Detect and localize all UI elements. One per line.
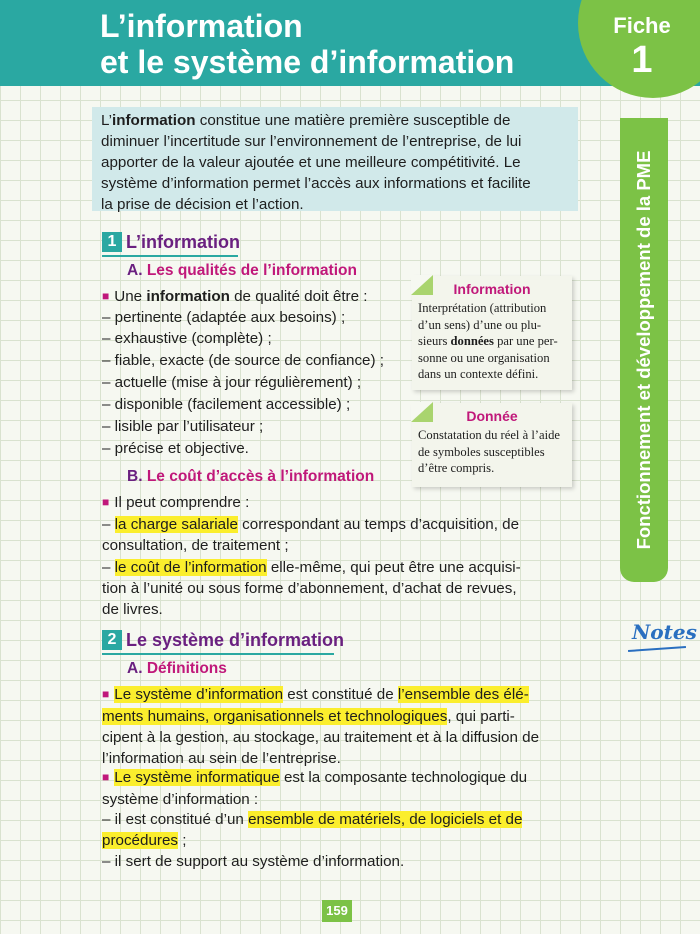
section-2-number: 2	[102, 630, 122, 650]
definition-text: Interprétation (attribution d’un sens) d’une ou plu- sieurs données par une per- sonne ou une organisation dans un contexte défini.	[418, 301, 558, 381]
intro-keyword: information	[111, 112, 196, 129]
section-1-heading	[102, 230, 238, 256]
page-number: 159	[322, 900, 352, 922]
chapter-sidebar	[620, 118, 668, 582]
definition-paragraph-1: ■ Le système d’information est constitué de l’ensemble des élé- ments humains, organisationnels et technologiques, qui parti- cipent à la gestion, au stockage, au traitement et à la diffusion de l’information au sein de l’entreprise.	[102, 686, 540, 767]
list-item: – précise et objective.	[102, 440, 249, 457]
definition-paragraph-3: – il est constitué d’un ensemble de matériels, de logiciels et de procédures ;	[102, 811, 523, 849]
definition-paragraph-2: ■ Le système informatique est la composante technologique du système d’information :	[102, 769, 528, 808]
fiche-label: Fiche	[613, 13, 671, 38]
title-line-1: L’information	[100, 8, 303, 44]
square-bullet-icon: ■	[102, 289, 110, 303]
notes-underline	[628, 646, 686, 652]
section-2-heading	[102, 628, 345, 654]
cost-item-2: – le coût de l’information elle-même, qui peut être une acquisi- tion à l’unité ou sous forme d’abonnement, d’achat de revues, de livres.	[102, 559, 521, 618]
list-item: – actuelle (mise à jour régulièrement) ;	[102, 374, 362, 391]
cost-item-1: – la charge salariale correspondant au temps d’acquisition, de consultation, de traitement ;	[102, 516, 520, 554]
subsection-1a: A. Les qualités de l’information	[127, 262, 357, 279]
highlight: la charge salariale	[114, 516, 238, 533]
page-title	[100, 8, 514, 80]
subsection-2a: A. Définitions	[127, 660, 227, 677]
section-1-number: 1	[102, 232, 122, 252]
section-1-underline	[102, 255, 238, 257]
highlight: le coût de l’information	[114, 559, 267, 576]
list-item: – fiable, exacte (de source de confiance) ;	[102, 352, 384, 369]
definition-box-information	[412, 276, 572, 390]
cost-intro: ■ Il peut comprendre :	[102, 494, 250, 511]
definition-title: Donnée	[466, 408, 518, 424]
fold-corner-icon	[411, 402, 433, 422]
notes-label: Notes	[632, 620, 697, 644]
subsection-1b: B. Le coût d’accès à l’information	[127, 468, 375, 485]
list-item: – lisible par l’utilisateur ;	[102, 418, 264, 435]
intro-box: L’information constitue une matière première susceptible de diminuer l’incertitude sur l’environnement de l’entreprise, de lui apporter de la valeur ajoutée et une meilleure compétitivité. Le système d’information permet l’accès aux informations et facilite la prise de décision et l’action.	[92, 107, 578, 211]
section-1-title: L’information	[126, 232, 240, 252]
list-item: – disponible (facilement accessible) ;	[102, 396, 351, 413]
square-bullet-icon: ■	[102, 687, 110, 701]
section-2-underline	[102, 653, 334, 655]
chapter-title: Fonctionnement et développement de la PME	[633, 150, 654, 550]
fold-corner-icon	[411, 275, 433, 295]
definition-paragraph-4: – il sert de support au système d’information.	[102, 853, 405, 870]
section-2-title: Le système d’information	[126, 630, 345, 650]
qualities-intro: ■ Une information de qualité doit être :	[102, 288, 368, 305]
definition-title: Information	[453, 281, 531, 297]
definition-text: Constatation du réel à l’aide de symboles susceptibles d’être compris.	[418, 428, 560, 475]
list-item: – exhaustive (complète) ;	[102, 330, 272, 347]
title-line-2: et le système d’information	[100, 44, 515, 80]
square-bullet-icon: ■	[102, 495, 110, 509]
fiche-number: 1	[631, 39, 653, 81]
list-item: – pertinente (adaptée aux besoins) ;	[102, 309, 346, 326]
square-bullet-icon: ■	[102, 770, 110, 784]
definition-box-donnee	[412, 403, 572, 487]
